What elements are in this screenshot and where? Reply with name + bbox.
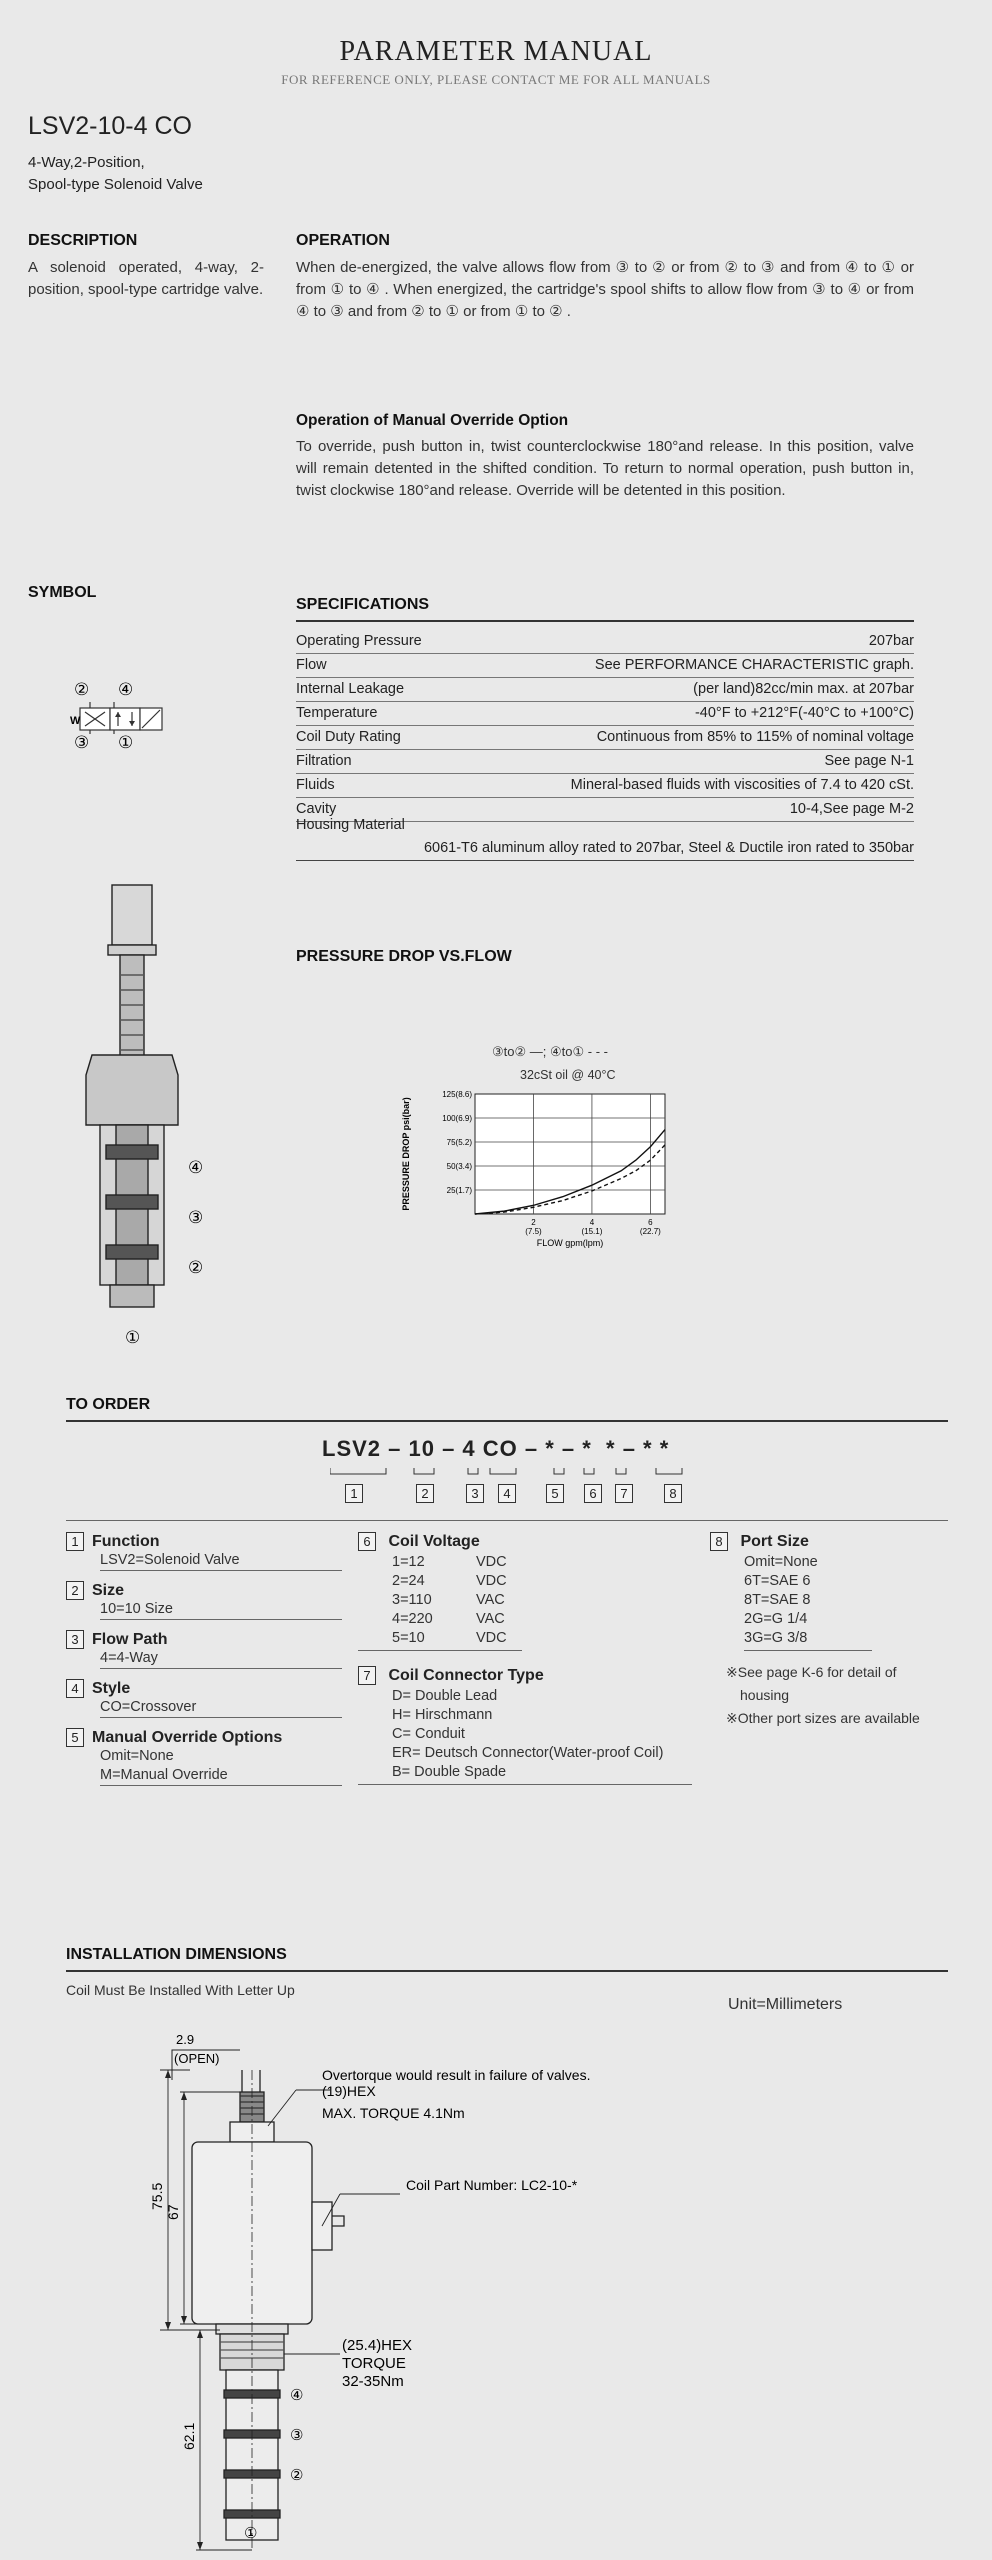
- installation-drawing: [100, 2030, 660, 2555]
- order-box-5: 5: [546, 1484, 564, 1503]
- order-top-rule: [66, 1520, 948, 1521]
- coil-voltage-row: [392, 1591, 522, 1610]
- coil-voltage-group: [358, 1532, 658, 1651]
- torque-value: 32-35Nm: [342, 2373, 404, 2390]
- order-group-title: Flow Path: [92, 1631, 168, 1648]
- spec-row: [296, 774, 914, 798]
- order-group: [66, 1581, 342, 1620]
- coil-voltage-row: [392, 1629, 522, 1648]
- spec-value: See PERFORMANCE CHARACTERISTIC graph.: [594, 657, 914, 673]
- order-group-title: Style: [92, 1680, 131, 1697]
- order-box-7-wrap: [615, 1484, 633, 1503]
- order-code: LSV2 – 10 – 4 CO – * – * * – * *: [322, 1436, 670, 1461]
- dim-open-label: (OPEN): [174, 2051, 220, 2066]
- symbol-envelope-b: [110, 708, 140, 730]
- housing-value: 6061-T6 aluminum alloy rated to 207bar, Steel & Ductile iron rated to 350bar: [296, 837, 914, 861]
- spec-label: Internal Leakage: [296, 681, 405, 697]
- installation-heading: INSTALLATION DIMENSIONS: [66, 1946, 287, 1963]
- operation-heading: OPERATION: [296, 232, 390, 249]
- order-box-4-wrap: [498, 1484, 516, 1503]
- installation-divider: [66, 1970, 948, 1972]
- chart-x-tick-sublabel: (7.5): [525, 1227, 542, 1236]
- port-size-line: Omit=None: [744, 1554, 818, 1570]
- spec-value: 207bar: [868, 633, 914, 649]
- coil-connector-title: Coil Connector Type: [388, 1667, 544, 1684]
- spec-value: (per land)82cc/min max. at 207bar: [693, 681, 914, 697]
- section-port-1: ①: [125, 1328, 141, 1347]
- order-box-6: 6: [584, 1484, 602, 1503]
- order-group-line: 4=4-Way: [100, 1650, 158, 1666]
- install-port-3: ③: [290, 2427, 304, 2444]
- spec-value: -40°F to +212°F(-40°C to +100°C): [694, 705, 914, 721]
- coil-voltage-row: [392, 1610, 522, 1629]
- pressure-drop-chart: [395, 1084, 695, 1284]
- spec-row: [296, 726, 914, 750]
- pressure-drop-heading: PRESSURE DROP VS.FLOW: [296, 948, 512, 965]
- overtorque-warning: Overtorque would result in failure of valves.: [322, 2067, 591, 2083]
- coil-voltage-unit: VDC: [476, 1554, 507, 1570]
- order-box-1-wrap: [345, 1484, 363, 1503]
- port-size-num: 8: [710, 1532, 728, 1551]
- install-port-4: ④: [290, 2387, 304, 2404]
- to-order-divider: [66, 1420, 948, 1422]
- installation-note: Coil Must Be Installed With Letter Up: [66, 1982, 295, 1998]
- coil-connector-line: C= Conduit: [392, 1726, 465, 1742]
- port-size-line: 6T=SAE 6: [744, 1573, 811, 1589]
- order-box-8: 8: [664, 1484, 682, 1503]
- installation-unit: Unit=Millimeters: [728, 1996, 843, 2013]
- order-box-8-wrap: [664, 1484, 682, 1503]
- section-port-4: ④: [188, 1158, 204, 1177]
- coil-voltage-rule: [358, 1650, 522, 1651]
- coil-voltage-code: 5=10: [392, 1630, 425, 1646]
- coil-voltage-row: [392, 1553, 522, 1572]
- order-box-6-wrap: [584, 1484, 602, 1503]
- install-port-1: ①: [244, 2525, 258, 2542]
- port-size-line: 2G=G 1/4: [744, 1611, 808, 1627]
- order-group-num: 1: [66, 1532, 84, 1551]
- spec-label: Coil Duty Rating: [296, 729, 401, 745]
- coil-voltage-unit: VAC: [476, 1611, 505, 1627]
- model-number: LSV2-10-4 CO: [28, 112, 192, 140]
- spec-label: Cavity: [296, 801, 337, 817]
- port-size-rule: [744, 1650, 872, 1651]
- spec-row: [296, 678, 914, 702]
- port-size-line: 3G=G 3/8: [744, 1630, 808, 1646]
- spec-label: Temperature: [296, 705, 378, 721]
- order-group-num: 3: [66, 1630, 84, 1649]
- to-order-heading: TO ORDER: [66, 1396, 151, 1413]
- coil-voltage-unit: VDC: [476, 1630, 507, 1646]
- spec-label: Fluids: [296, 777, 335, 793]
- order-group: [66, 1532, 342, 1571]
- chart-x-tick-label: 2: [531, 1218, 536, 1227]
- coil-connector-lines: [358, 1687, 698, 1782]
- order-group-line: CO=Crossover: [100, 1699, 197, 1715]
- housing-material: [296, 814, 914, 861]
- spec-value: Mineral-based fluids with viscosities of 7.4 to 420 cSt.: [570, 777, 914, 793]
- chart-y-tick-label: 25(1.7): [446, 1186, 472, 1195]
- order-box-1: 1: [345, 1484, 363, 1503]
- description-text: A solenoid operated, 4-way, 2-position, spool-type cartridge valve.: [28, 259, 264, 298]
- coil-voltage-code: 3=110: [392, 1592, 432, 1608]
- coil-voltage-rows: [358, 1553, 522, 1648]
- override-text: To override, push button in, twist counterclockwise 180°and release. In this position, valve will remain detented in the shifted condition. To return to normal operation, push button in, twist clockwise 180°and release. Override will be detented in this position.: [296, 438, 914, 499]
- order-group-num: 4: [66, 1679, 84, 1698]
- dim-62-1: 62.1: [181, 2422, 197, 2450]
- hex-25-4: (25.4)HEX: [342, 2337, 413, 2354]
- symbol-port-4: ④: [118, 680, 134, 699]
- spec-value: See page N-1: [824, 753, 914, 769]
- chart-x-tick-sublabel: (22.7): [639, 1227, 661, 1236]
- coil-voltage-code: 4=220: [392, 1611, 433, 1627]
- symbol-port-3: ③: [74, 733, 90, 752]
- order-box-2-wrap: [416, 1484, 434, 1503]
- order-group-title: Function: [92, 1533, 160, 1550]
- order-group-title: Size: [92, 1582, 125, 1599]
- dim-67: 67: [165, 2204, 181, 2220]
- coil-voltage-unit: VDC: [476, 1573, 507, 1589]
- coil-connector-rule: [358, 1784, 692, 1785]
- spec-label: Filtration: [296, 753, 352, 769]
- port-size-notes: [726, 1661, 950, 1730]
- coil-part-number: Coil Part Number: LC2-10-*: [406, 2177, 578, 2193]
- operation-text: When de-energized, the valve allows flow from ③ to ② or from ② to ③ and from ④ to ① or from ① to ④ . When energized, the cartridge's spool shifts to allow flow from ③ to ④ or from ④ to ③ and from ② to ① or from ① to ② .: [296, 259, 914, 320]
- coil-connector-num: 7: [358, 1666, 376, 1685]
- model-desc-line2: Spool-type Solenoid Valve: [28, 176, 203, 193]
- override-heading: Operation of Manual Override Option: [296, 412, 569, 429]
- coil-voltage-code: 1=12: [392, 1554, 425, 1570]
- specifications-table: [296, 630, 914, 822]
- port-note-line: ※Other port sizes are available: [726, 1710, 920, 1726]
- spring-label: W: [70, 715, 81, 727]
- chart-oil-note: 32cSt oil @ 40°C: [520, 1068, 616, 1082]
- order-group: [66, 1679, 342, 1718]
- order-box-7: 7: [615, 1484, 633, 1503]
- dim-open-value: 2.9: [176, 2032, 195, 2047]
- chart-x-tick-sublabel: (15.1): [581, 1227, 603, 1236]
- torque-label: TORQUE: [342, 2355, 406, 2372]
- max-torque: MAX. TORQUE 4.1Nm: [322, 2105, 465, 2121]
- spec-row: [296, 654, 914, 678]
- order-group-line: Omit=None: [100, 1748, 174, 1764]
- order-groups-left: [66, 1532, 342, 1796]
- install-port-2: ②: [290, 2467, 304, 2484]
- coil-voltage-title: Coil Voltage: [388, 1533, 480, 1550]
- coil-connector-line: ER= Deutsch Connector(Water-proof Coil): [392, 1745, 664, 1761]
- chart-legend: ③to② —; ④to① - - -: [492, 1044, 608, 1059]
- coil-connector-line: D= Double Lead: [392, 1688, 498, 1704]
- housing-label: Housing Material: [296, 817, 405, 833]
- spec-label: Flow: [296, 657, 327, 673]
- coil-voltage-num: 6: [358, 1532, 376, 1551]
- coil-connector-line: H= Hirschmann: [392, 1707, 493, 1723]
- order-group-num: 2: [66, 1581, 84, 1600]
- port-size-lines: [744, 1553, 872, 1648]
- order-code-brackets: [330, 1466, 690, 1482]
- valve-section-drawing: [70, 875, 220, 1355]
- model-description: [28, 152, 203, 196]
- coil-connector-group: [358, 1666, 698, 1785]
- page-title: PARAMETER MANUAL: [339, 36, 653, 67]
- port-note-line: housing: [740, 1687, 790, 1703]
- chart-y-tick-label: 100(6.9): [442, 1114, 472, 1123]
- spec-divider: [296, 620, 914, 622]
- order-group-line: M=Manual Override: [100, 1767, 228, 1783]
- spec-row: [296, 630, 914, 654]
- coil-connector-line: B= Double Spade: [392, 1764, 507, 1780]
- order-group: [66, 1630, 342, 1669]
- chart-y-tick-label: 50(3.4): [446, 1162, 472, 1171]
- order-group: [66, 1728, 342, 1786]
- dim-75-5: 75.5: [149, 2182, 165, 2210]
- section-port-2: ②: [188, 1258, 204, 1277]
- port-size-line: 8T=SAE 8: [744, 1592, 811, 1608]
- spec-value: Continuous from 85% to 115% of nominal voltage: [596, 729, 914, 745]
- specifications-heading: SPECIFICATIONS: [296, 596, 430, 613]
- page-subtitle: FOR REFERENCE ONLY, PLEASE CONTACT ME FOR ALL MANUALS: [281, 72, 711, 87]
- order-box-3-wrap: [466, 1484, 484, 1503]
- symbol-port-1: ①: [118, 733, 134, 752]
- port-note-line: ※See page K-6 for detail of: [726, 1664, 897, 1680]
- coil-voltage-unit: VAC: [476, 1592, 505, 1608]
- order-box-5-wrap: [546, 1484, 564, 1503]
- order-group-title: Manual Override Options: [92, 1729, 283, 1746]
- symbol-heading: SYMBOL: [28, 584, 97, 601]
- valve-symbol: [70, 672, 190, 762]
- order-group-num: 5: [66, 1728, 84, 1747]
- chart-y-tick-label: 125(8.6): [442, 1090, 472, 1099]
- section-port-3: ③: [188, 1208, 204, 1227]
- chart-x-tick-label: 4: [589, 1218, 595, 1227]
- model-desc-line1: 4-Way,2-Position,: [28, 154, 145, 171]
- port-size-group: [710, 1532, 950, 1730]
- description-heading: DESCRIPTION: [28, 232, 138, 249]
- order-box-2: 2: [416, 1484, 434, 1503]
- chart-y-axis-label: PRESSURE DROP psi(bar): [401, 1097, 411, 1211]
- spec-value: 10-4,See page M-2: [789, 801, 914, 817]
- order-group-line: 10=10 Size: [100, 1601, 173, 1617]
- coil-voltage-code: 2=24: [392, 1573, 425, 1589]
- spec-row: [296, 750, 914, 774]
- order-box-3: 3: [466, 1484, 484, 1503]
- hex-19: (19)HEX: [322, 2083, 376, 2099]
- chart-x-axis-label: FLOW gpm(lpm): [536, 1238, 604, 1248]
- spec-label: Operating Pressure: [296, 633, 422, 649]
- spec-row: [296, 702, 914, 726]
- chart-y-tick-label: 75(5.2): [446, 1138, 472, 1147]
- coil-voltage-row: [392, 1572, 522, 1591]
- port-size-title: Port Size: [740, 1533, 809, 1550]
- chart-plot-area: [475, 1094, 665, 1214]
- order-group-line: LSV2=Solenoid Valve: [100, 1552, 240, 1568]
- order-box-4: 4: [498, 1484, 516, 1503]
- symbol-port-2: ②: [74, 680, 90, 699]
- chart-x-tick-label: 6: [648, 1218, 653, 1227]
